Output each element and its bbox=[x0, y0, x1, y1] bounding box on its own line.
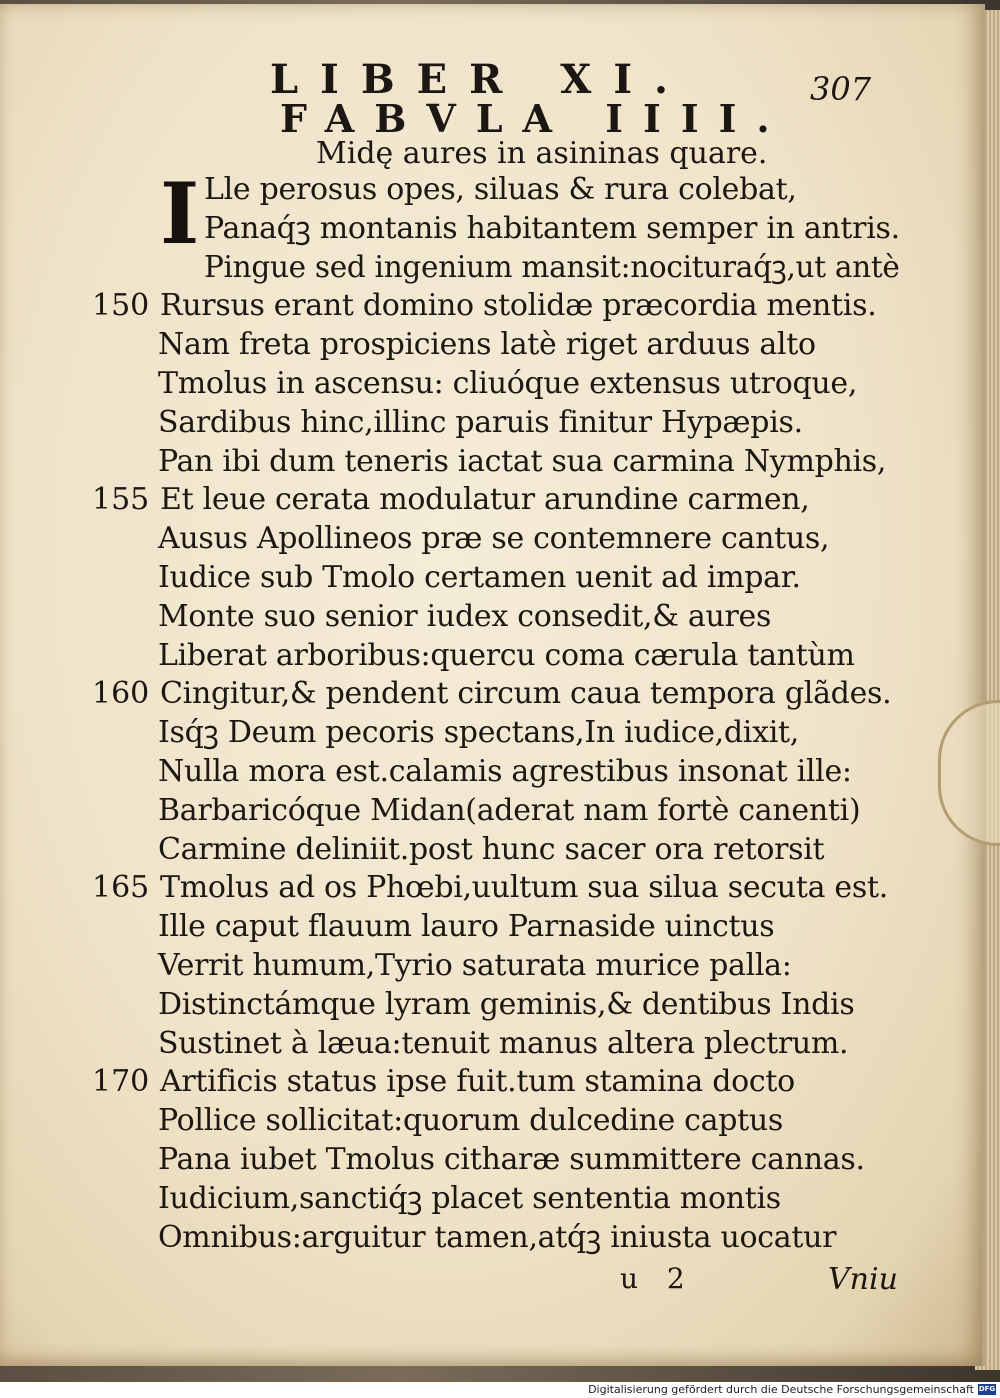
book-page bbox=[0, 4, 985, 1366]
verse-line: Sustinet à læua:tenuit manus altera plectrum. bbox=[158, 1025, 849, 1061]
verse-line: Sardibus hinc,illinc paruis finitur Hypæpis. bbox=[158, 404, 803, 440]
fable-heading: FABVLA IIII. bbox=[280, 96, 790, 141]
line-number: 155 bbox=[92, 482, 150, 518]
line-number: 165 bbox=[92, 870, 150, 906]
verse-line: Nulla mora est.calamis agrestibus insonat ille: bbox=[158, 754, 852, 789]
dfg-logo: DFG bbox=[978, 1385, 996, 1393]
verse-line: Ausus Apollineos præ se contemnere cantus, bbox=[158, 521, 830, 557]
verse-line: Distinctámque lyram geminis,& dentibus Indis bbox=[158, 986, 855, 1022]
digitization-credit: Digitalisierung gefördert durch die Deutsche Forschungsgemeinschaft bbox=[588, 1383, 974, 1396]
running-header: LIBER XI. bbox=[270, 56, 690, 103]
line-number: 150 bbox=[92, 288, 150, 324]
verse-line: Iudice sub Tmolo certamen uenit ad impar. bbox=[158, 560, 801, 595]
page-number: 307 bbox=[810, 70, 872, 108]
verse-line: Pollice sollicitat:quorum dulcedine captus bbox=[158, 1103, 784, 1139]
verse-line: Pingue sed ingenium mansit:nocituraq́ꝫ,ut antè bbox=[204, 249, 900, 285]
verse-line: Liberat arboribus:quercu coma cærula tantùm bbox=[158, 637, 855, 673]
verse-line: Monte suo senior iudex consedit,& aures bbox=[158, 598, 772, 634]
verse-line: Ille caput flauum lauro Parnaside uinctus bbox=[158, 909, 775, 945]
fable-subtitle: Midę aures in asininas quare. bbox=[316, 136, 768, 171]
line-number: 160 bbox=[92, 676, 150, 712]
verse-line: Iudicium,sanctiq́ꝫ placet sententia montis bbox=[158, 1180, 781, 1216]
verse-line: Rursus erant domino stolidæ præcordia mentis. bbox=[160, 288, 877, 324]
catchword: Vniu bbox=[828, 1262, 898, 1297]
verse-line: Panaq́ꝫ montanis habitantem semper in antris. bbox=[204, 210, 900, 246]
verse-line: Tmolus ad os Phœbi,uultum sua silua secuta est. bbox=[160, 870, 888, 906]
verse-line: Nam freta prospiciens latè riget arduus alto bbox=[158, 327, 816, 363]
verse-line: Lle perosus opes, siluas & rura colebat, bbox=[204, 172, 797, 207]
verse-line: Isq́ꝫ Deum pecoris spectans,In iudice,dixit, bbox=[158, 715, 799, 751]
verse-line: Barbaricóque Midan(aderat nam fortè canenti) bbox=[158, 792, 861, 828]
verse-line: Artificis status ipse fuit.tum stamina docto bbox=[160, 1064, 795, 1100]
verse-line: Et leue cerata modulatur arundine carmen, bbox=[160, 482, 810, 518]
verse-line: Omnibus:arguitur tamen,atq́ꝫ iniusta uocatur bbox=[158, 1219, 837, 1255]
drop-capital: I bbox=[160, 164, 200, 263]
signature-mark: u 2 bbox=[620, 1262, 695, 1295]
verse-line: Pana iubet Tmolus citharæ summittere cannas. bbox=[158, 1142, 865, 1177]
verse-line: Verrit humum,Tyrio saturata murice palla: bbox=[158, 948, 792, 983]
verse-line: Pan ibi dum teneris iactat sua carmina Nymphis, bbox=[158, 443, 887, 479]
verse-line: Carmine deliniit.post hunc sacer ora retorsit bbox=[158, 831, 825, 867]
line-number: 170 bbox=[92, 1064, 150, 1100]
verse-line: Tmolus in ascensu: cliuóque extensus utroque, bbox=[158, 366, 858, 401]
verse-line: Cingitur,& pendent circum caua tempora glãdes. bbox=[160, 676, 892, 712]
